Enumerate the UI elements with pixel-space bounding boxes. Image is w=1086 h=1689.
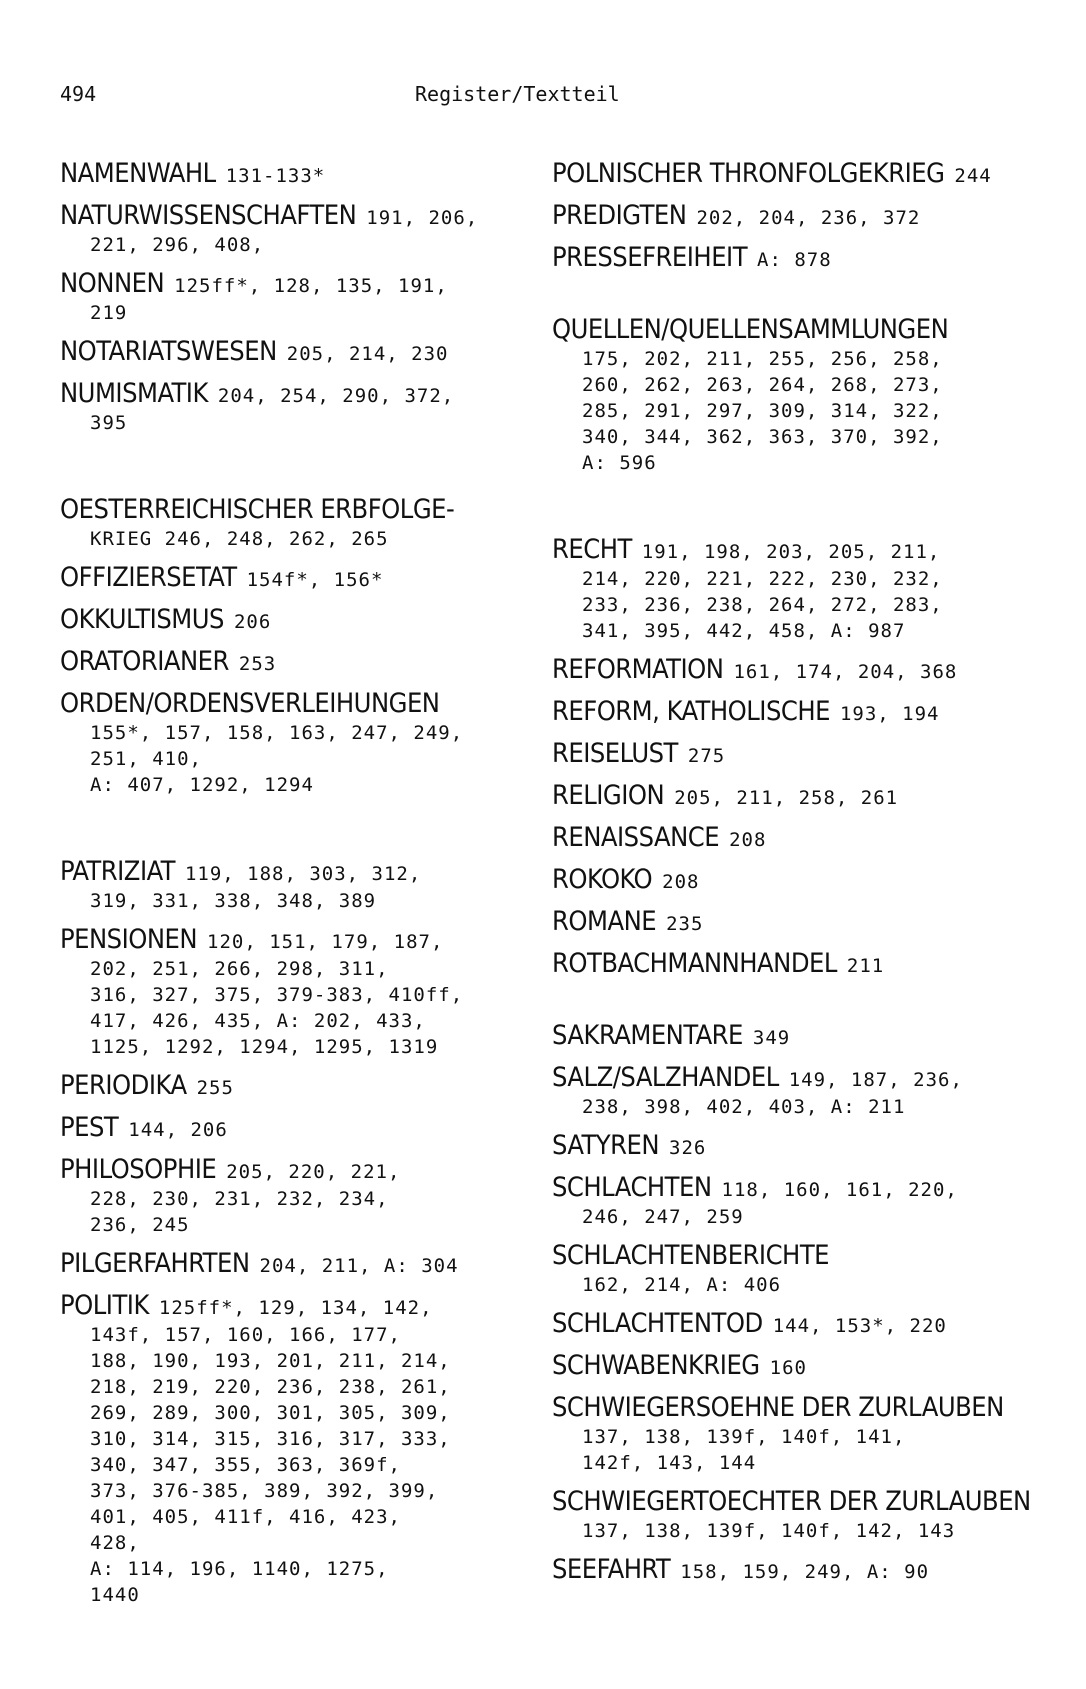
- entry-continuation-line: 316, 327, 375, 379-383, 410ff,: [90, 984, 464, 1006]
- entry-continuation-line: 137, 138, 139f, 140f, 142, 143: [582, 1520, 956, 1542]
- entry-continuation-line: 214, 220, 221, 222, 230, 232,: [582, 568, 943, 590]
- entry-term: PREDIGTEN: [552, 200, 687, 231]
- index-entry: [552, 1486, 1057, 1544]
- entry-first-line: [60, 1154, 550, 1186]
- entry-first-line: [552, 242, 1057, 274]
- entry-first-line: [60, 494, 550, 526]
- entry-term: SCHWIEGERTOECHTER DER ZURLAUBEN: [552, 1486, 1031, 1517]
- entry-term: QUELLEN/QUELLENSAMMLUNGEN: [552, 314, 949, 345]
- entry-page-refs: 205, 214, 230: [286, 343, 449, 365]
- entry-continuation-line: 233, 236, 238, 264, 272, 283,: [582, 594, 943, 616]
- entry-first-line: [552, 200, 1057, 232]
- entry-page-refs: 202, 204, 236, 372: [696, 207, 921, 229]
- index-entry: [552, 1062, 1057, 1120]
- entry-term: NUMISMATIK: [60, 378, 208, 409]
- entry-continuation-line: 428,: [90, 1532, 140, 1554]
- index-entry: [60, 378, 550, 436]
- entry-continuation-line: 162, 214, A: 406: [582, 1274, 782, 1296]
- entry-first-line: [552, 696, 1057, 728]
- entry-continuation-line: 260, 262, 263, 264, 268, 273,: [582, 374, 943, 396]
- entry-continuation-line: A: 114, 196, 1140, 1275,: [90, 1558, 389, 1580]
- entry-term: NOTARIATSWESEN: [60, 336, 277, 367]
- entry-page-refs: 144, 153*, 220: [772, 1315, 947, 1337]
- index-entry: [552, 242, 1057, 274]
- entry-continuation-line: 310, 314, 315, 316, 317, 333,: [90, 1428, 451, 1450]
- entry-first-line: [552, 1350, 1057, 1382]
- entry-continuation-line: 219: [90, 302, 128, 324]
- entry-continuation-line: 236, 245: [90, 1214, 190, 1236]
- entry-term: ROKOKO: [552, 864, 653, 895]
- entry-term: OFFIZIERSETAT: [60, 562, 237, 593]
- index-entry: [552, 1240, 1057, 1298]
- index-entry: [552, 1308, 1057, 1340]
- entry-page-refs: 149, 187, 236,: [788, 1069, 963, 1091]
- entry-page-refs: 208: [662, 871, 700, 893]
- index-entry: [552, 906, 1057, 938]
- entry-continuation-line: 269, 289, 300, 301, 305, 309,: [90, 1402, 451, 1424]
- index-entry: [60, 1112, 550, 1144]
- entry-continuation-line: 246, 247, 259: [582, 1206, 744, 1228]
- entry-continuation-line: 238, 398, 402, 403, A: 211: [582, 1096, 906, 1118]
- index-entry: [60, 336, 550, 368]
- entry-first-line: [60, 562, 550, 594]
- entry-first-line: [552, 1020, 1057, 1052]
- index-entry: [60, 924, 550, 1060]
- entry-first-line: [552, 906, 1057, 938]
- entry-page-refs: 211: [846, 955, 885, 977]
- index-entry: [552, 822, 1057, 854]
- entry-page-refs: 191, 198, 203, 205, 211,: [641, 541, 941, 563]
- entry-page-refs: 208: [729, 829, 767, 851]
- entry-page-refs: 204, 254, 290, 372,: [217, 385, 455, 407]
- entry-page-refs: 275: [687, 745, 726, 767]
- entry-term: SALZ/SALZHANDEL: [552, 1062, 779, 1093]
- entry-first-line: [60, 688, 550, 720]
- index-entry: [552, 780, 1057, 812]
- entry-continuation-line: 373, 376-385, 389, 392, 399,: [90, 1480, 439, 1502]
- entry-first-line: [60, 378, 550, 410]
- entry-first-line: [552, 654, 1057, 686]
- entry-term: PRESSEFREIHEIT: [552, 242, 748, 273]
- entry-term: PILGERFAHRTEN: [60, 1248, 250, 1279]
- entry-first-line: [60, 924, 550, 956]
- index-entry: [60, 200, 550, 258]
- entry-first-line: [552, 738, 1057, 770]
- entry-continuation-line: KRIEG 246, 248, 262, 265: [90, 528, 389, 550]
- entry-first-line: [60, 200, 550, 232]
- entry-continuation-line: 340, 344, 362, 363, 370, 392,: [582, 426, 943, 448]
- index-entry: [60, 494, 550, 552]
- entry-term: NATURWISSENSCHAFTEN: [60, 200, 357, 231]
- index-entry: [60, 646, 550, 678]
- index-entry: [60, 1248, 550, 1280]
- entry-first-line: [552, 1392, 1057, 1424]
- entry-continuation-line: 228, 230, 231, 232, 234,: [90, 1188, 389, 1210]
- entry-first-line: [552, 948, 1057, 980]
- entry-term: OKKULTISMUS: [60, 604, 224, 635]
- entry-term: ROTBACHMANNHANDEL: [552, 948, 837, 979]
- entry-term: RECHT: [552, 534, 632, 565]
- entry-page-refs: 119, 188, 303, 312,: [184, 863, 422, 885]
- entry-continuation-line: 395: [90, 412, 128, 434]
- index-entry: [60, 856, 550, 914]
- entry-page-refs: 253: [238, 653, 277, 675]
- entry-page-refs: 326: [669, 1137, 707, 1159]
- index-entry: [552, 1020, 1057, 1052]
- entry-continuation-line: 155*, 157, 158, 163, 247, 249,: [90, 722, 464, 744]
- entry-page-refs: 125ff*, 129, 134, 142,: [158, 1297, 433, 1319]
- entry-first-line: [60, 646, 550, 678]
- index-entry: [552, 1172, 1057, 1230]
- entry-first-line: [60, 856, 550, 888]
- entry-term: SCHLACHTENTOD: [552, 1308, 763, 1339]
- index-entry: [552, 1130, 1057, 1162]
- index-entry: [60, 688, 550, 798]
- entry-page-refs: 204, 211, A: 304: [259, 1255, 459, 1277]
- entry-term: PATRIZIAT: [60, 856, 175, 887]
- entry-first-line: [552, 1486, 1057, 1518]
- index-entry: [552, 654, 1057, 686]
- entry-page-refs: 154f*, 156*: [246, 569, 384, 591]
- index-entry: [60, 604, 550, 636]
- index-entry: [552, 1554, 1057, 1586]
- page-number: 494: [60, 82, 97, 106]
- entry-continuation-line: 188, 190, 193, 201, 211, 214,: [90, 1350, 451, 1372]
- entry-page-refs: 131-133*: [225, 165, 326, 187]
- entry-page-refs: 120, 151, 179, 187,: [207, 931, 444, 953]
- index-entry: [60, 268, 550, 326]
- entry-page-refs: 193, 194: [839, 703, 940, 725]
- entry-term: PENSIONEN: [60, 924, 198, 955]
- entry-term: REFORM, KATHOLISCHE: [552, 696, 830, 727]
- entry-continuation-line: 143f, 157, 160, 166, 177,: [90, 1324, 401, 1346]
- entry-term: ROMANE: [552, 906, 657, 937]
- index-entry: [552, 534, 1057, 644]
- index-entry: [552, 864, 1057, 896]
- entry-term: PHILOSOPHIE: [60, 1154, 217, 1185]
- entry-first-line: [552, 864, 1057, 896]
- running-head: Register/Textteil: [415, 82, 620, 106]
- entry-term: SAKRAMENTARE: [552, 1020, 743, 1051]
- entry-page-refs: 349: [752, 1027, 791, 1049]
- entry-first-line: [552, 780, 1057, 812]
- entry-term: SCHWIEGERSOEHNE DER ZURLAUBEN: [552, 1392, 1004, 1423]
- entry-term: NAMENWAHL: [60, 158, 216, 189]
- entry-page-refs: 144, 206: [128, 1119, 228, 1141]
- entry-page-refs: 244: [954, 165, 992, 187]
- entry-term: REFORMATION: [552, 654, 724, 685]
- entry-first-line: [60, 604, 550, 636]
- entry-term: SCHWABENKRIEG: [552, 1350, 760, 1381]
- entry-continuation-line: 218, 219, 220, 236, 238, 261,: [90, 1376, 451, 1398]
- entry-continuation-line: 1125, 1292, 1294, 1295, 1319: [90, 1036, 439, 1058]
- index-entry: [60, 1290, 550, 1608]
- entry-first-line: [552, 1062, 1057, 1094]
- entry-term: PEST: [60, 1112, 119, 1143]
- entry-first-line: [552, 1172, 1057, 1204]
- entry-term: RENAISSANCE: [552, 822, 720, 853]
- entry-page-refs: 235: [666, 913, 704, 935]
- index-entry: [552, 696, 1057, 728]
- index-column-right: [552, 158, 1057, 1596]
- entry-term: SATYREN: [552, 1130, 659, 1161]
- index-entry: [552, 314, 1057, 476]
- entry-first-line: [552, 1308, 1057, 1340]
- index-entry: [552, 1392, 1057, 1476]
- entry-page-refs: 125ff*, 128, 135, 191,: [174, 275, 448, 297]
- entry-first-line: [60, 336, 550, 368]
- index-column-left: [60, 158, 550, 1618]
- entry-term: POLITIK: [60, 1290, 149, 1321]
- entry-term: REISELUST: [552, 738, 678, 769]
- entry-continuation-line: 175, 202, 211, 255, 256, 258,: [582, 348, 943, 370]
- entry-first-line: [60, 1112, 550, 1144]
- entry-continuation-line: A: 407, 1292, 1294: [90, 774, 314, 796]
- entry-first-line: [60, 1290, 550, 1322]
- entry-continuation-line: 221, 296, 408,: [90, 234, 265, 256]
- entry-continuation-line: 340, 347, 355, 363, 369f,: [90, 1454, 401, 1476]
- entry-continuation-line: 142f, 143, 144: [582, 1452, 757, 1474]
- entry-continuation-line: 1440: [90, 1584, 140, 1606]
- entry-term: PERIODIKA: [60, 1070, 187, 1101]
- entry-first-line: [552, 822, 1057, 854]
- entry-continuation-line: 202, 251, 266, 298, 311,: [90, 958, 389, 980]
- index-entry: [60, 158, 550, 190]
- entry-first-line: [60, 1070, 550, 1102]
- index-entry: [60, 562, 550, 594]
- entry-continuation-line: 251, 410,: [90, 748, 202, 770]
- entry-term: SEEFAHRT: [552, 1554, 671, 1585]
- index-entry: [552, 1350, 1057, 1382]
- entry-first-line: [552, 314, 1057, 346]
- entry-first-line: [60, 268, 550, 300]
- entry-term: NONNEN: [60, 268, 165, 299]
- entry-continuation-line: 401, 405, 411f, 416, 423,: [90, 1506, 401, 1528]
- entry-page-refs: A: 878: [757, 249, 832, 271]
- entry-first-line: [552, 158, 1057, 190]
- entry-term: ORDEN/ORDENSVERLEIHUNGEN: [60, 688, 440, 719]
- entry-term: SCHLACHTEN: [552, 1172, 712, 1203]
- entry-term: ORATORIANER: [60, 646, 229, 677]
- entry-continuation-line: A: 596: [582, 452, 657, 474]
- entry-term: RELIGION: [552, 780, 665, 811]
- index-entry: [60, 1154, 550, 1238]
- entry-first-line: [552, 1554, 1057, 1586]
- entry-term: OESTERREICHISCHER ERBFOLGE-: [60, 494, 455, 525]
- entry-continuation-line: 417, 426, 435, A: 202, 433,: [90, 1010, 426, 1032]
- entry-page-refs: 255: [196, 1077, 234, 1099]
- entry-page-refs: 160: [769, 1357, 807, 1379]
- index-entry: [552, 948, 1057, 980]
- entry-first-line: [552, 1130, 1057, 1162]
- entry-first-line: [552, 534, 1057, 566]
- entry-page-refs: 206: [233, 611, 272, 633]
- index-entry: [552, 200, 1057, 232]
- entry-term: SCHLACHTENBERICHTE: [552, 1240, 829, 1271]
- entry-first-line: [552, 1240, 1057, 1272]
- index-entry: [552, 158, 1057, 190]
- entry-first-line: [60, 1248, 550, 1280]
- entry-continuation-line: 341, 395, 442, 458, A: 987: [582, 620, 906, 642]
- entry-page-refs: 205, 220, 221,: [226, 1161, 401, 1183]
- entry-term: POLNISCHER THRONFOLGEKRIEG: [552, 158, 945, 189]
- entry-page-refs: 191, 206,: [366, 207, 479, 229]
- entry-page-refs: 158, 159, 249, A: 90: [680, 1561, 930, 1583]
- entry-continuation-line: 285, 291, 297, 309, 314, 322,: [582, 400, 943, 422]
- entry-first-line: [60, 158, 550, 190]
- entry-continuation-line: 319, 331, 338, 348, 389: [90, 890, 377, 912]
- entry-continuation-line: 137, 138, 139f, 140f, 141,: [582, 1426, 906, 1448]
- entry-page-refs: 118, 160, 161, 220,: [721, 1179, 958, 1201]
- index-entry: [60, 1070, 550, 1102]
- entry-page-refs: 205, 211, 258, 261: [674, 787, 899, 809]
- entry-page-refs: 161, 174, 204, 368: [733, 661, 958, 683]
- index-entry: [552, 738, 1057, 770]
